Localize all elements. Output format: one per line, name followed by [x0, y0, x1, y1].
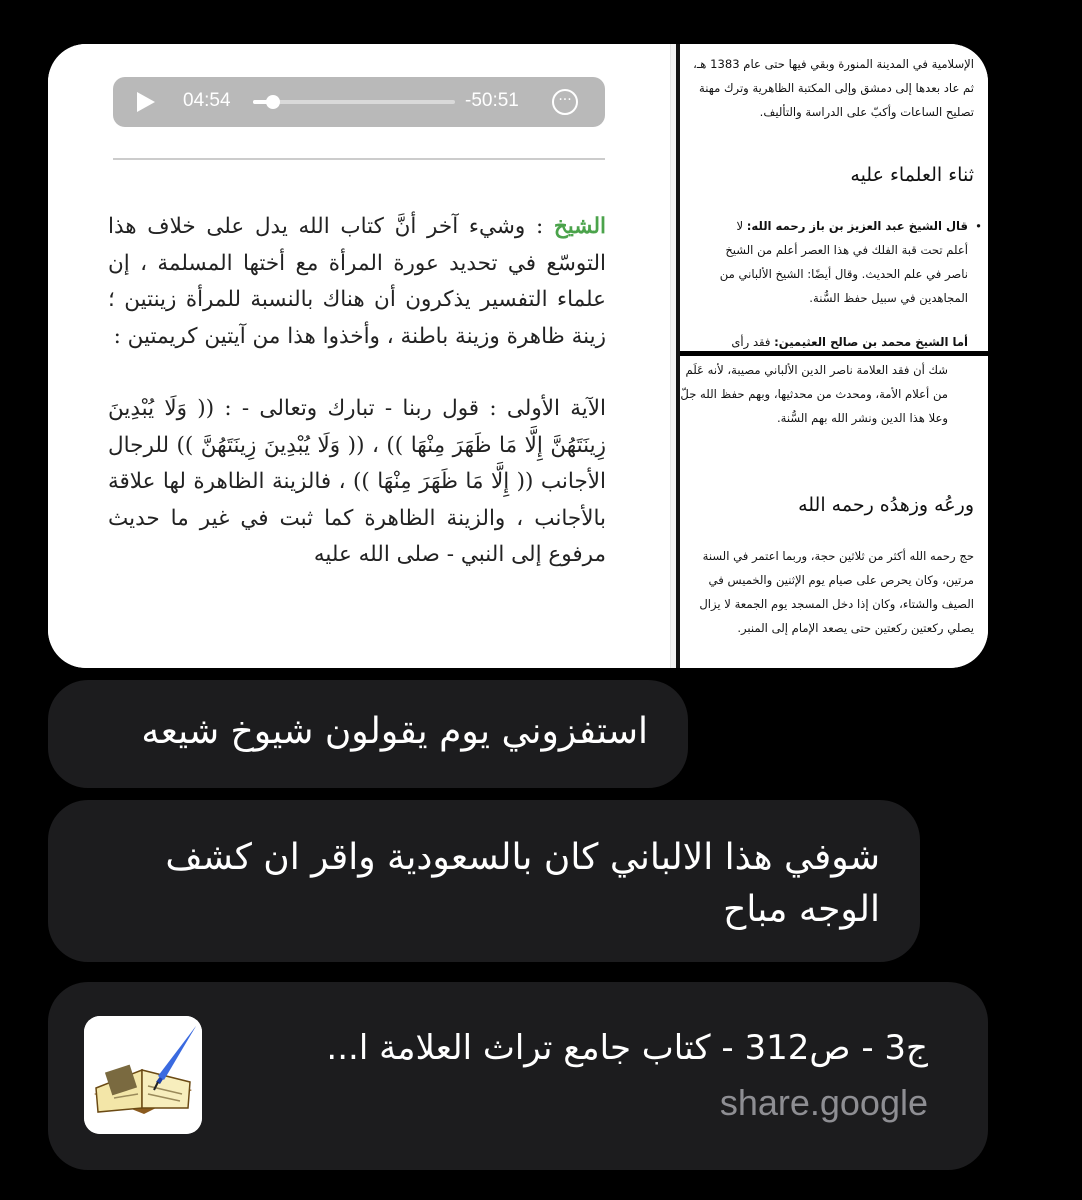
paragraph-1-text: : وشيء آخر أنَّ كتاب الله يدل على خلاف هذا التوسّع في تحديد عورة المرأة مع أختها المسلمة ، إن علماء التفسير يذكرون أن هناك بالنسبة للمرأة زينتين ؛ زينة ظاهرة وزينة باطنة ، وأخذوا هذا من آيتين كريمتين : — [108, 214, 606, 349]
article-bottom-paragraph: حج رحمه الله أكثر من ثلاثين حجة، وربما اعتمر في السنة مرتين، وكان يحرص على صيام يوم الإثنين والخميس في الصيف والشتاء، وكان إذا دخل المسجد يوم الجمعة لا يزال يصلي ركعتين ركعتين حتى يصعد الإمام إلى المنبر. — [699, 549, 974, 635]
remaining-time: -50:51 — [465, 90, 519, 111]
paragraph-2: الآية الأولى : قول ربنا - تبارك وتعالى - : (( وَلَا يُبْدِينَ زِينَتَهُنَّ إِلَّا مَا ظَهَرَ مِنْهَا )) ، (( وَلَا يُبْدِينَ زِينَتَهُنَّ )) للرجال الأجانب (( إِلَّا مَا ظَهَرَ مِنْهَا )) ، فالزينة الظاهرة لها علاقة بالأجانب ، والزينة الظاهرة كما ثبت في غير ما حديث مرفوع إلى النبي - صلى الله عليه — [108, 396, 606, 567]
bullet-bold-text: قال الشيخ عبد العزيز بن باز رحمه الله: — [746, 219, 968, 233]
message-text: استفزوني يوم يقولون شيوخ شيعه — [141, 711, 648, 752]
bullet-item — [712, 214, 968, 310]
message-bubble[interactable] — [48, 800, 920, 962]
link-title[interactable]: ج3 - ص312 - كتاب جامع تراث العلامة ا... — [326, 1028, 928, 1068]
speaker-label: الشيخ — [553, 214, 606, 239]
heading-piety: ورعُه وزهدُه رحمه الله — [798, 494, 974, 516]
book-body-text — [108, 209, 606, 610]
book-page-left — [48, 44, 670, 668]
bullet-bold-text: أما الشيخ محمد بن صالح العثيمين: — [774, 335, 968, 349]
bullet-text: فقد رأى — [731, 335, 775, 349]
audio-progress-knob[interactable] — [266, 95, 280, 109]
heading-scholars-praise: ثناء العلماء عليه — [850, 164, 974, 186]
message-text: شوفي هذا الالباني كان بالسعودية واقر ان كشف الوجه مباح — [165, 837, 880, 930]
more-options-icon[interactable]: ··· — [552, 89, 578, 115]
shared-screenshot-image[interactable] — [48, 44, 988, 668]
link-preview-card[interactable] — [48, 982, 988, 1170]
bullet-text: لا أعلم تحت قبة الفلك في هذا العصر أعلم من الشيخ ناصر في علم الحديث. وقال أيضًا: الشيخ الألباني من المجاهدين في سبيل حفظ السُّنة. — [719, 219, 968, 305]
paragraph-1 — [108, 209, 606, 355]
audio-progress-track[interactable] — [253, 100, 455, 104]
elapsed-time: 04:54 — [183, 90, 231, 111]
book-quill-icon — [84, 1016, 202, 1134]
screenshot-separator — [680, 351, 988, 356]
link-domain: share.google — [719, 1082, 928, 1123]
bullet-item — [712, 330, 968, 350]
article-top-paragraph: الإسلامية في المدينة المنورة وبقي فيها حتى عام 1383 هـ، ثم عاد بعدها إلى دمشق وإلى المكتبة الظاهرية وترك مهنة تصليح الساعات وأكبّ على الدراسة والتأليف. — [693, 57, 974, 119]
play-icon[interactable] — [137, 92, 155, 112]
article-page-right — [680, 44, 988, 668]
divider-line — [113, 158, 605, 160]
audio-player[interactable] — [113, 77, 605, 127]
message-bubble[interactable] — [48, 680, 688, 788]
continued-paragraph: شك أن فقد العلامة ناصر الدين الألباني مصيبة، لأنه عَلَم من أعلام الأمة، ومحدث من محدثيها، وبهم حفظ الله جلّ وعلا هذا الدين ونشر الله بهم السُّنة. — [680, 363, 948, 425]
